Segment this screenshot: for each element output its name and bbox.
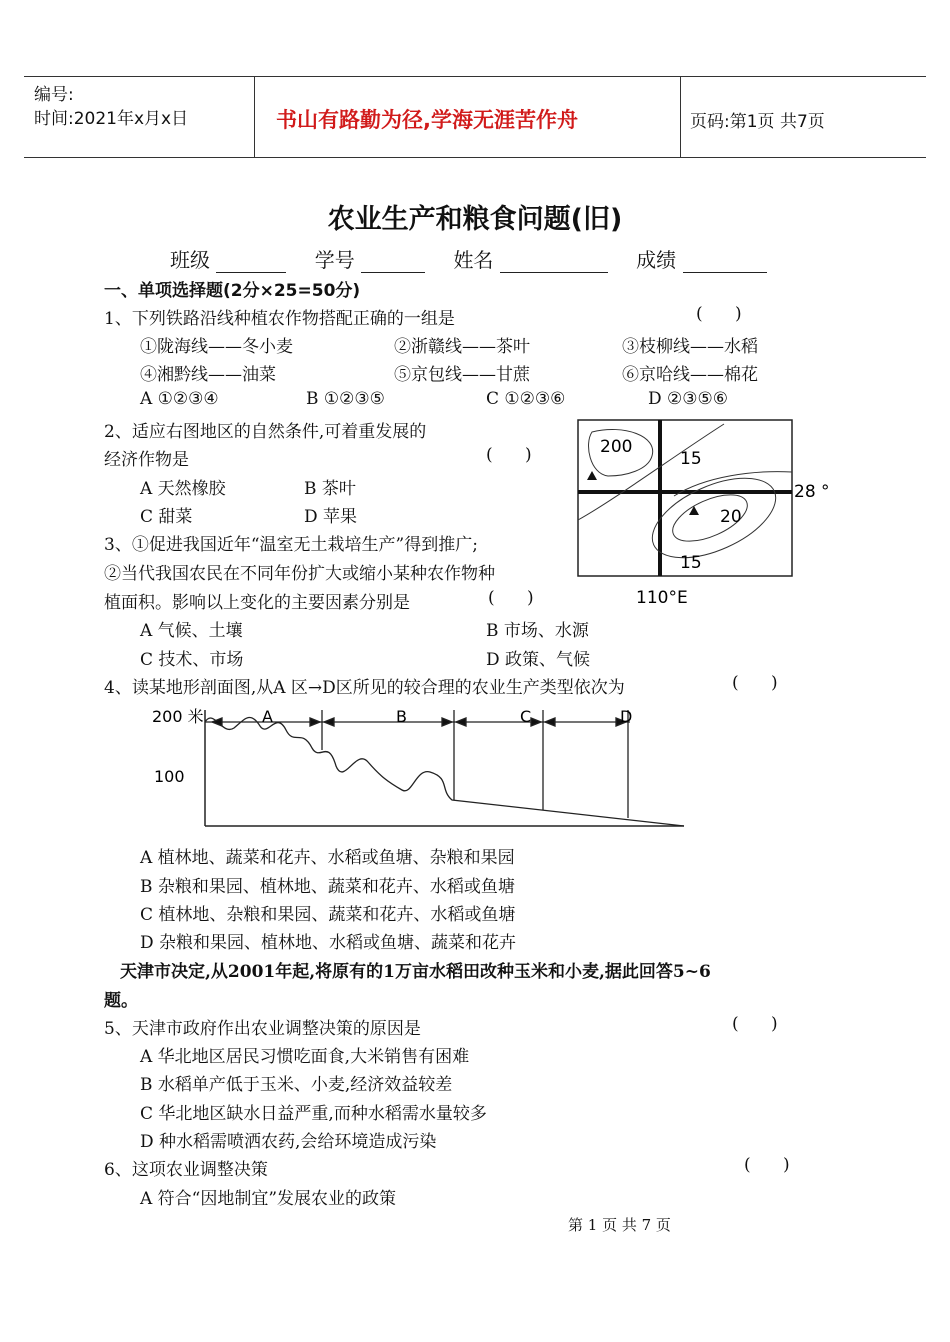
profile-y-label-200: 200 米 <box>152 707 204 726</box>
q3-choice: D 政策、气候 <box>486 650 591 670</box>
contour-map <box>574 416 844 610</box>
name-label: 姓名 <box>453 248 494 272</box>
passage-intro: 天津市决定,从2001年起,将原有的1万亩水稻田改种玉米和小麦,据此回答5~6 <box>120 962 711 982</box>
q5-choice: D 种水稻需喷洒农药,会给环境造成污染 <box>140 1132 437 1152</box>
q1-pair: ⑥京哈线——棉花 <box>622 365 758 385</box>
zone-label: B <box>396 707 407 726</box>
q4-choice: A 植林地、蔬菜和花卉、水稻或鱼塘、杂粮和果园 <box>140 848 515 868</box>
q2-answer-paren[interactable]: ( ) <box>486 445 532 465</box>
class-label: 班级 <box>170 248 210 272</box>
contour-label: 15 <box>680 449 702 469</box>
q1-pair: ②浙赣线——茶叶 <box>394 337 530 357</box>
serial-label: 编号: <box>34 85 74 105</box>
q4-answer-paren[interactable]: ( ) <box>732 673 778 693</box>
q4-choice: C 植林地、杂粮和果园、蔬菜和花卉、水稻或鱼塘 <box>140 905 516 925</box>
score-label: 成绩 <box>636 248 677 272</box>
arrow-icon <box>324 718 334 726</box>
q1-pair: ⑤京包线——甘蔗 <box>394 365 530 385</box>
latitude-label: 28 ° <box>794 482 830 502</box>
terrain-profile <box>150 700 690 832</box>
peak-triangle-icon <box>587 471 597 480</box>
q6-answer-paren[interactable]: ( ) <box>744 1155 790 1175</box>
q5-stem: 5、天津市政府作出农业调整决策的原因是 <box>104 1019 421 1039</box>
q3-choice: C 技术、市场 <box>140 650 244 670</box>
header-divider <box>680 77 681 157</box>
q2-choice: A 天然橡胶 <box>140 479 226 499</box>
longitude-label: 110°E <box>636 588 688 608</box>
q2-choice: C 甜菜 <box>140 507 193 527</box>
arrow-icon <box>442 718 452 726</box>
motto-banner: 书山有路勤为径,学海无涯苦作舟 <box>276 108 578 132</box>
class-blank[interactable] <box>216 248 286 273</box>
header-divider <box>254 77 255 157</box>
arrow-icon <box>310 718 320 726</box>
q1-pair: ①陇海线——冬小麦 <box>140 337 293 357</box>
page-info: 页码:第1页 共7页 <box>690 112 825 132</box>
q1-answer-paren[interactable]: ( ) <box>696 304 742 324</box>
arrow-icon <box>456 718 466 726</box>
q6-choice: A 符合“因地制宜”发展农业的政策 <box>140 1189 397 1209</box>
q3-stem: 3、①促进我国近年“温室无土栽培生产”得到推广; <box>104 535 478 555</box>
q2-stem: 2、适应右图地区的自然条件,可着重发展的 <box>104 422 427 442</box>
q4-choice: B 杂粮和果园、植林地、蔬菜和花卉、水稻或鱼塘 <box>140 877 515 897</box>
q1-choice: A ①②③④ <box>140 389 219 409</box>
passage-intro: 题。 <box>104 991 138 1011</box>
contour-15-lower <box>641 462 788 574</box>
name-blank[interactable] <box>500 248 608 273</box>
zone-label: A <box>262 707 273 726</box>
student-info-row <box>170 244 767 273</box>
contour-label: 20 <box>720 507 742 527</box>
document-title: 农业生产和粮食问题(旧) <box>327 204 623 235</box>
q5-choice: B 水稻单产低于玉米、小麦,经济效益较差 <box>140 1075 453 1095</box>
q6-stem: 6、这项农业调整决策 <box>104 1160 268 1180</box>
q2-choice: B 茶叶 <box>304 479 356 499</box>
q4-stem: 4、读某地形剖面图,从A 区→D区所见的较合理的农业生产类型依次为 <box>104 678 625 698</box>
q3-choice: B 市场、水源 <box>486 621 589 641</box>
profile-y-label-100: 100 <box>154 767 185 786</box>
arrow-icon <box>531 718 541 726</box>
peak-triangle-icon <box>689 506 699 515</box>
q5-choice: A 华北地区居民习惯吃面食,大米销售有困难 <box>140 1047 470 1067</box>
q1-pair: ③枝柳线——水稻 <box>622 337 758 357</box>
q1-choice: B ①②③⑤ <box>306 389 385 409</box>
terrain-profile-line <box>205 717 684 826</box>
q3-answer-paren[interactable]: ( ) <box>488 588 534 608</box>
q4-choice: D 杂粮和果园、植林地、水稻或鱼塘、蔬菜和花卉 <box>140 933 517 953</box>
q1-choice: D ②③⑤⑥ <box>648 389 728 409</box>
q2-stem: 经济作物是 <box>104 450 189 470</box>
zone-label: C <box>520 707 532 726</box>
id-label: 学号 <box>314 248 355 272</box>
zone-label: D <box>620 707 633 726</box>
time-label: 时间:2021年x月x日 <box>34 109 189 129</box>
arrow-icon <box>545 718 555 726</box>
q3-choice: A 气候、土壤 <box>140 621 243 641</box>
page-footer: 第 1 页 共 7 页 <box>568 1216 671 1234</box>
q5-answer-paren[interactable]: ( ) <box>732 1014 778 1034</box>
q3-stem: ②当代我国农民在不同年份扩大或缩小某种农作物种 <box>104 564 495 584</box>
q2-choice: D 苹果 <box>304 507 358 527</box>
score-blank[interactable] <box>683 248 767 273</box>
section-heading: 一、单项选择题(2分×25=50分) <box>104 281 361 301</box>
q1-choice: C ①②③⑥ <box>486 389 566 409</box>
q5-choice: C 华北地区缺水日益严重,而种水稻需水量较多 <box>140 1104 487 1124</box>
id-blank[interactable] <box>361 248 425 273</box>
q1-stem: 1、下列铁路沿线种植农作物搭配正确的一组是 <box>104 309 455 329</box>
contour-label: 200 <box>600 437 633 457</box>
q1-pair: ④湘黔线——油菜 <box>140 365 276 385</box>
q3-stem: 植面积。影响以上变化的主要因素分别是 <box>104 593 410 613</box>
contour-label: 15 <box>680 553 702 573</box>
